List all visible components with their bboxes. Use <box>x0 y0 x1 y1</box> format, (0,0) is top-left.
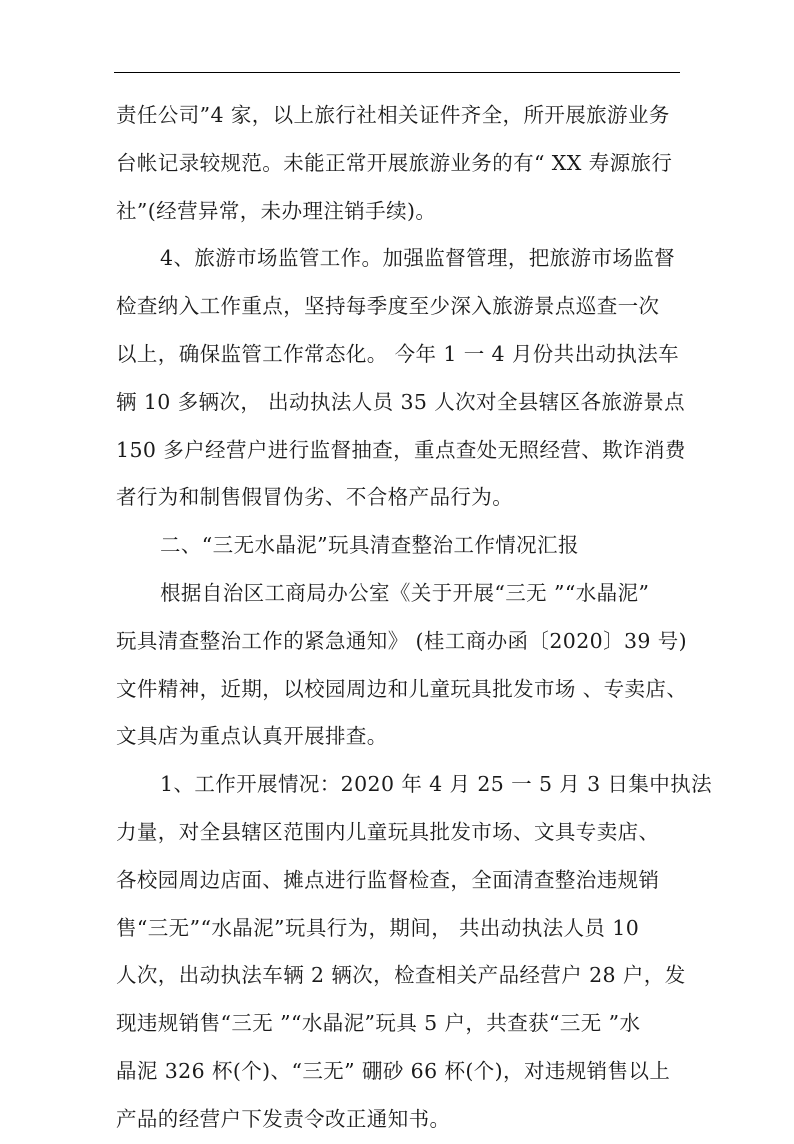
body-line: 力量，对全县辖区范围内儿童玩具批发市场、文具专卖店、 <box>116 819 660 844</box>
body-line: 玩具清查整治工作的紧急通知》 (桂工商办函〔2020〕39 号) <box>116 628 688 653</box>
body-line: 晶泥 326 杯(个)、“三无” 硼砂 66 杯(个)，对违规销售以上 <box>116 1058 671 1083</box>
header-rule <box>114 72 680 73</box>
body-line: 社”(经营异常，未办理注销手续)。 <box>116 198 437 223</box>
paragraph-notice-start: 根据自治区工商局办公室《关于开展“三无 ”“水晶泥” <box>160 580 650 605</box>
paragraph-tourism-market-start: 4、旅游市场监管工作。加强监督管理，把旅游市场监督 <box>160 246 676 271</box>
body-line: 责任公司”4 家，以上旅行社相关证件齐全，所开展旅游业务 <box>116 103 670 127</box>
body-line: 150 多户经营户进行监督抽查，重点查处无照经营、欺诈消费 <box>116 437 686 462</box>
paragraph-work-status-start: 1、工作开展情况：2020 年 4 月 25 一 5 月 3 日集中执法 <box>160 772 712 797</box>
body-line: 检查纳入工作重点，坚持每季度至少深入旅游景点巡查一次 <box>116 294 660 319</box>
body-line: 各校园周边店面、摊点进行监督检查，全面清查整治违规销 <box>116 867 660 892</box>
body-line: 辆 10 多辆次， 出动执法人员 35 人次对全县辖区各旅游景点 <box>116 389 686 414</box>
body-line: 台帐记录较规范。未能正常开展旅游业务的有“ XX 寿源旅行 <box>116 150 673 175</box>
body-line: 售“三无”“水晶泥”玩具行为，期间， 共出动执法人员 10 <box>116 915 640 940</box>
body-line: 产品的经营户下发责令改正通知书。 <box>116 1106 451 1131</box>
body-line: 人次，出动执法车辆 2 辆次，检查相关产品经营户 28 户，发 <box>116 963 686 988</box>
section-heading: 二、“三无水晶泥”玩具清查整治工作情况汇报 <box>160 533 579 558</box>
body-line: 文件精神，近期，以校园周边和儿童玩具批发市场 、专卖店、 <box>116 676 688 701</box>
body-line: 现违规销售“三无 ”“水晶泥”玩具 5 户，共查获“三无 ”水 <box>116 1011 641 1036</box>
document-body <box>116 92 712 1144</box>
body-line: 以上，确保监管工作常态化。 今年 1 一 4 月份共出动执法车 <box>116 341 680 366</box>
body-line: 文具店为重点认真开展排查。 <box>116 724 388 749</box>
body-line: 者行为和制售假冒伪劣、不合格产品行为。 <box>116 485 514 510</box>
